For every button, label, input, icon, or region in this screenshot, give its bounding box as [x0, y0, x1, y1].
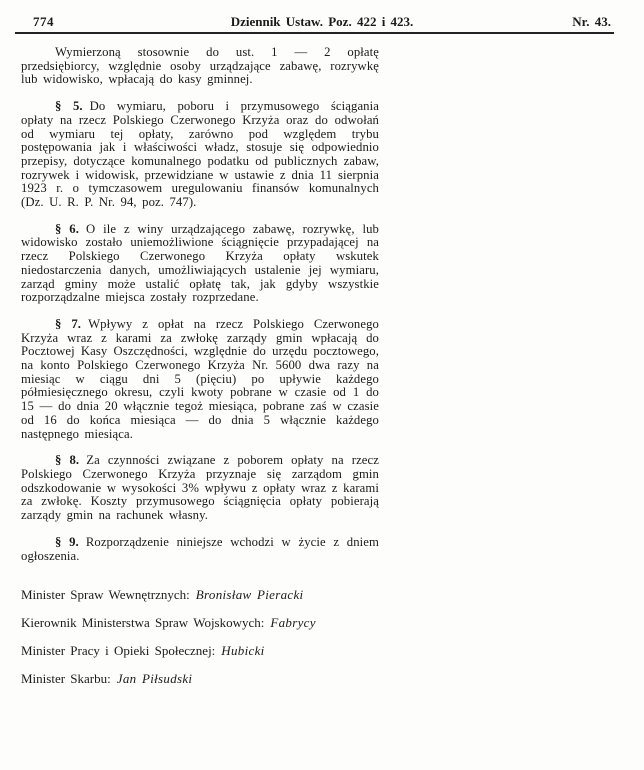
signature-line [21, 588, 379, 602]
paragraph-text: Wpływy z opłat na rzecz Polskiego Czerwonego Krzyża wraz z karami za zwłokę zarządy gmin wpłacają do Pocztowej Kasy Oszczędności, względnie do urzędu pocztowego, na konto Polskiego Czerwonego Krzyża Nr. 5600 dwa razy na miesiąc w ciągu dni 5 (pięciu) po upływie każdego półmiesięcznego okresu, czyli kwoty pobrane w czasie od 1 do 15 — do dnia 20 włącznie tegoż miesiąca, pobrane zaś w czasie od 16 do końca miesiąca — do dnia 5 włącznie każdego następnego miesiąca. [21, 316, 379, 441]
legal-paragraph [21, 46, 379, 87]
section-marker: § 7. [55, 316, 82, 331]
signature-title: Kierownik Ministerstwa Spraw Wojskowych: [21, 615, 265, 631]
legal-paragraph-6 [21, 223, 379, 305]
section-marker: § 6. [55, 221, 80, 236]
issue-number: Nr. 43. [572, 14, 611, 29]
signature-line [21, 672, 379, 686]
signature-name: Bronisław Pieracki [195, 587, 304, 603]
journal-title: Dziennik Ustaw. Poz. 422 i 423. [230, 14, 414, 29]
section-marker: § 9. [55, 534, 79, 549]
signature-line [21, 644, 379, 658]
paragraph-text: O ile z winy urządzającego zabawę, rozrywkę, lub widowisko zostało uniemożliwione ściągnięcie przypadającej na rzecz Polskiego Czerwonego Krzyża opłaty wskutek niedostarczenia danych, umożliwiających ustalenie jej wymiaru, zarząd gminy może ustalić opłatę tak, jak gdyby wszystkie rozporządzalne miejsca zostały rozprzedane. [21, 221, 379, 305]
signature-title: Minister Pracy i Opieki Społecznej: [21, 643, 216, 659]
legal-paragraph-7 [21, 318, 379, 441]
signature-line [21, 616, 379, 630]
section-marker: § 5. [55, 99, 83, 114]
signature-title: Minister Skarbu: [21, 671, 111, 687]
paragraph-text: Wymierzoną stosownie do ust. 1 — 2 opłatę przedsiębiorcy, względnie osoby urządzające zabawę, rozrywkę lub widowisko, wpłacają do kasy gminnej. [21, 45, 379, 87]
signature-name: Hubicki [221, 643, 265, 659]
paragraph-text: Za czynności związane z poborem opłaty na rzecz Polskiego Czerwonego Krzyża przyznaje się zarządom gmin odszkodowanie w wysokości 3% wpływu z opłaty wraz z karami za zwłokę. Koszty przymusowego ściągnięcia opłaty pobierają zarządy gmin na rachunek własny. [21, 453, 379, 523]
header-divider [15, 32, 614, 34]
legal-paragraph-5 [21, 100, 379, 210]
paragraph-text: Do wymiaru, poboru i przymusowego ściągania opłaty na rzecz Polskiego Czerwonego Krzyża oraz do odwołań od wymiaru tej opłaty, zarówno pod względem trybu postępowania jak i właściwości władz, stosuje się odpowiednio przepisy, dotyczące komunalnego podatku od publicznych zabaw, rozrywek i widowisk, przewidziane w ustawie z dnia 11 sierpnia 1923 r. o tymczasowem uregulowaniu finansów komunalnych (Dz. U. R. P. Nr. 94, poz. 747). [21, 99, 379, 210]
legal-paragraph-9 [21, 536, 379, 563]
signature-block [21, 588, 379, 686]
page-number: 774 [33, 14, 54, 29]
paragraph-text: Rozporządzenie niniejsze wchodzi w życie z dniem ogłoszenia. [21, 534, 379, 563]
running-head [0, 0, 644, 33]
signature-title: Minister Spraw Wewnętrznych: [21, 587, 190, 603]
signature-name: Jan Piłsudski [116, 671, 193, 687]
section-marker: § 8. [55, 453, 80, 468]
signature-name: Fabrycy [270, 615, 316, 631]
legal-paragraph-8 [21, 454, 379, 523]
document-body [21, 46, 379, 700]
